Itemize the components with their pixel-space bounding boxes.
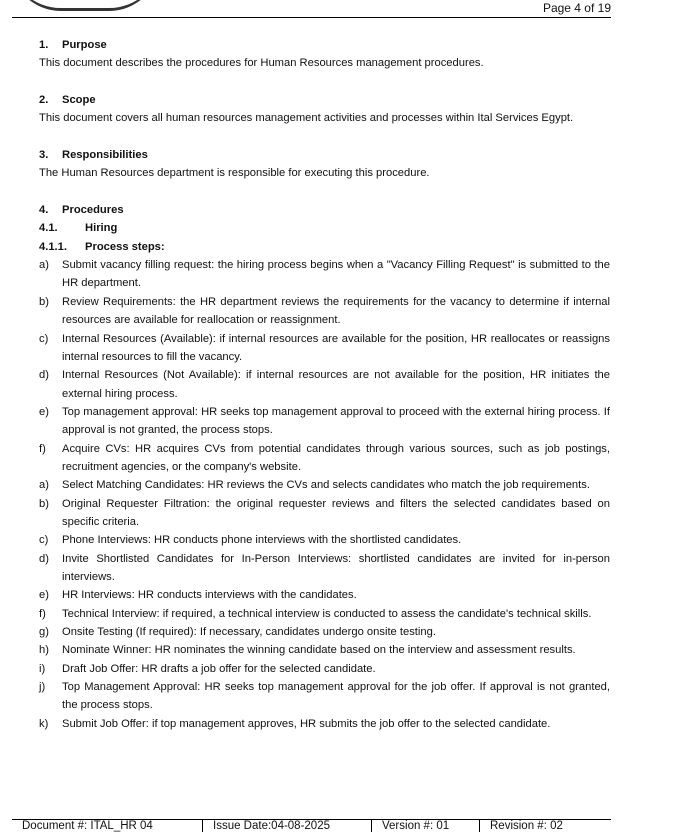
- company-logo: [10, 0, 160, 11]
- list-item: [39, 678, 610, 715]
- list-item-label: f): [39, 607, 46, 620]
- purpose-text: This document describes the procedures for Human Resources management procedures.: [39, 57, 484, 70]
- document-body: [39, 36, 610, 733]
- list-item-text: Submit vacancy filling request: the hiring process begins when a "Vacancy Filling Request" is submitted to the HR department.: [62, 259, 610, 290]
- list-item-text: Draft Job Offer: HR drafts a job offer for the selected candidate.: [62, 662, 376, 675]
- list-item-label: g): [39, 626, 49, 638]
- list-item-text: Internal Resources (Available): if internal resources are available for the position, HR reallocates or reassigns internal resources to fill the vacancy.: [62, 332, 610, 363]
- section-number: 1.: [39, 39, 49, 51]
- list-item-label: e): [39, 405, 49, 418]
- list-item-text: Internal Resources (Not Available): if internal resources are not available for the position, HR initiates the external hiring process.: [62, 369, 610, 400]
- section-title: Process steps:: [85, 240, 165, 253]
- list-item: [39, 476, 610, 494]
- process-steps-list: [39, 256, 610, 733]
- section-number: 3.: [39, 149, 49, 162]
- section-heading-responsibilities: [39, 146, 610, 164]
- list-item-label: d): [39, 552, 49, 565]
- list-item-label: j): [39, 681, 46, 694]
- list-item: [39, 531, 610, 549]
- document-number: Document #: ITAL_HR 04: [22, 820, 153, 832]
- list-item-text: Top Management Approval: HR seeks top management approval for the job offer. If approval is not granted, the process stops.: [62, 681, 610, 712]
- issue-date: Issue Date:04-08-2025: [202, 820, 371, 832]
- section-title: Hiring: [85, 222, 118, 235]
- list-item-label: h): [39, 644, 49, 657]
- list-item: [39, 403, 610, 440]
- section-number: 4.1.1.: [39, 240, 67, 253]
- document-footer: [12, 820, 611, 832]
- list-item-label: c): [39, 332, 49, 345]
- list-item-label: a): [39, 259, 49, 272]
- list-item-label: k): [39, 717, 49, 730]
- list-item-label: c): [39, 534, 49, 547]
- scope-text: This document covers all human resources management activities and processes within Ital Services Egypt.: [39, 112, 574, 125]
- list-item: [39, 623, 610, 641]
- list-item-label: b): [39, 497, 49, 510]
- list-item-text: Review Requirements: the HR department reviews the requirements for the vacancy to determine if internal resources are available for reallocation or reassignment.: [62, 295, 610, 327]
- list-item: [39, 366, 610, 403]
- list-item-text: Original Requester Filtration: the original requester reviews and filters the selected candidates based on specific criteria.: [62, 497, 610, 528]
- list-item: [39, 440, 610, 477]
- section-title: Purpose: [62, 39, 107, 51]
- list-item-label: d): [39, 369, 49, 382]
- list-item-label: e): [39, 589, 49, 602]
- list-item-text: Acquire CVs: HR acquires CVs from potential candidates through various sources, such as job postings, recruitment agencies, or the company's website.: [62, 442, 610, 473]
- page-number: Page 4 of 19: [542, 1, 611, 15]
- section-heading-scope: [39, 91, 610, 109]
- responsibilities-text: The Human Resources department is responsible for executing this procedure.: [39, 167, 430, 180]
- list-item-label: f): [39, 442, 46, 455]
- list-item-label: i): [39, 662, 46, 675]
- subsection-heading-process-steps: [39, 238, 610, 256]
- section-heading-procedures: [39, 201, 610, 219]
- list-item: [39, 495, 610, 532]
- list-item-label: a): [39, 479, 49, 492]
- section-title: Procedures: [62, 204, 124, 217]
- list-item-text: Invite Shortlisted Candidates for In-Person Interviews: shortlisted candidates are invited for in-person interviews.: [62, 552, 610, 583]
- section-number: 2.: [39, 94, 49, 107]
- list-item: [39, 293, 610, 330]
- list-item-text: Top management approval: HR seeks top management approval to proceed with the external hiring process. If approval is not granted, the process stops.: [62, 405, 610, 437]
- list-item-label: b): [39, 295, 49, 308]
- list-item: [39, 256, 610, 293]
- subsection-heading-hiring: [39, 219, 610, 237]
- list-item-text: Technical Interview: if required, a technical interview is conducted to assess the candidate's technical skills.: [62, 607, 592, 620]
- list-item-text: HR Interviews: HR conducts interviews with the candidates.: [62, 589, 357, 602]
- list-item: [39, 641, 610, 659]
- list-item: [39, 660, 610, 678]
- revision-number: Revision #: 02: [479, 820, 563, 832]
- list-item: [39, 586, 610, 604]
- section-number: 4.1.: [39, 222, 58, 235]
- list-item-text: Nominate Winner: HR nominates the winning candidate based on the interview and assessment results.: [62, 644, 576, 657]
- list-item: [39, 605, 610, 623]
- version-number: Version #: 01: [371, 820, 479, 832]
- list-item: [39, 550, 610, 587]
- list-item-text: Submit Job Offer: if top management approves, HR submits the job offer to the selected candidate.: [62, 717, 551, 730]
- list-item-text: Select Matching Candidates: HR reviews the CVs and selects candidates who match the job requirements.: [62, 479, 590, 492]
- section-number: 4.: [39, 204, 49, 217]
- list-item-text: Onsite Testing (If required): If necessary, candidates undergo onsite testing.: [62, 626, 436, 638]
- section-heading-purpose: [39, 36, 610, 54]
- list-item-text: Phone Interviews: HR conducts phone interviews with the shortlisted candidates.: [62, 534, 462, 547]
- section-title: Responsibilities: [62, 149, 148, 162]
- list-item: [39, 330, 610, 367]
- list-item: [39, 715, 610, 733]
- section-title: Scope: [62, 94, 96, 107]
- header-divider: [12, 17, 611, 18]
